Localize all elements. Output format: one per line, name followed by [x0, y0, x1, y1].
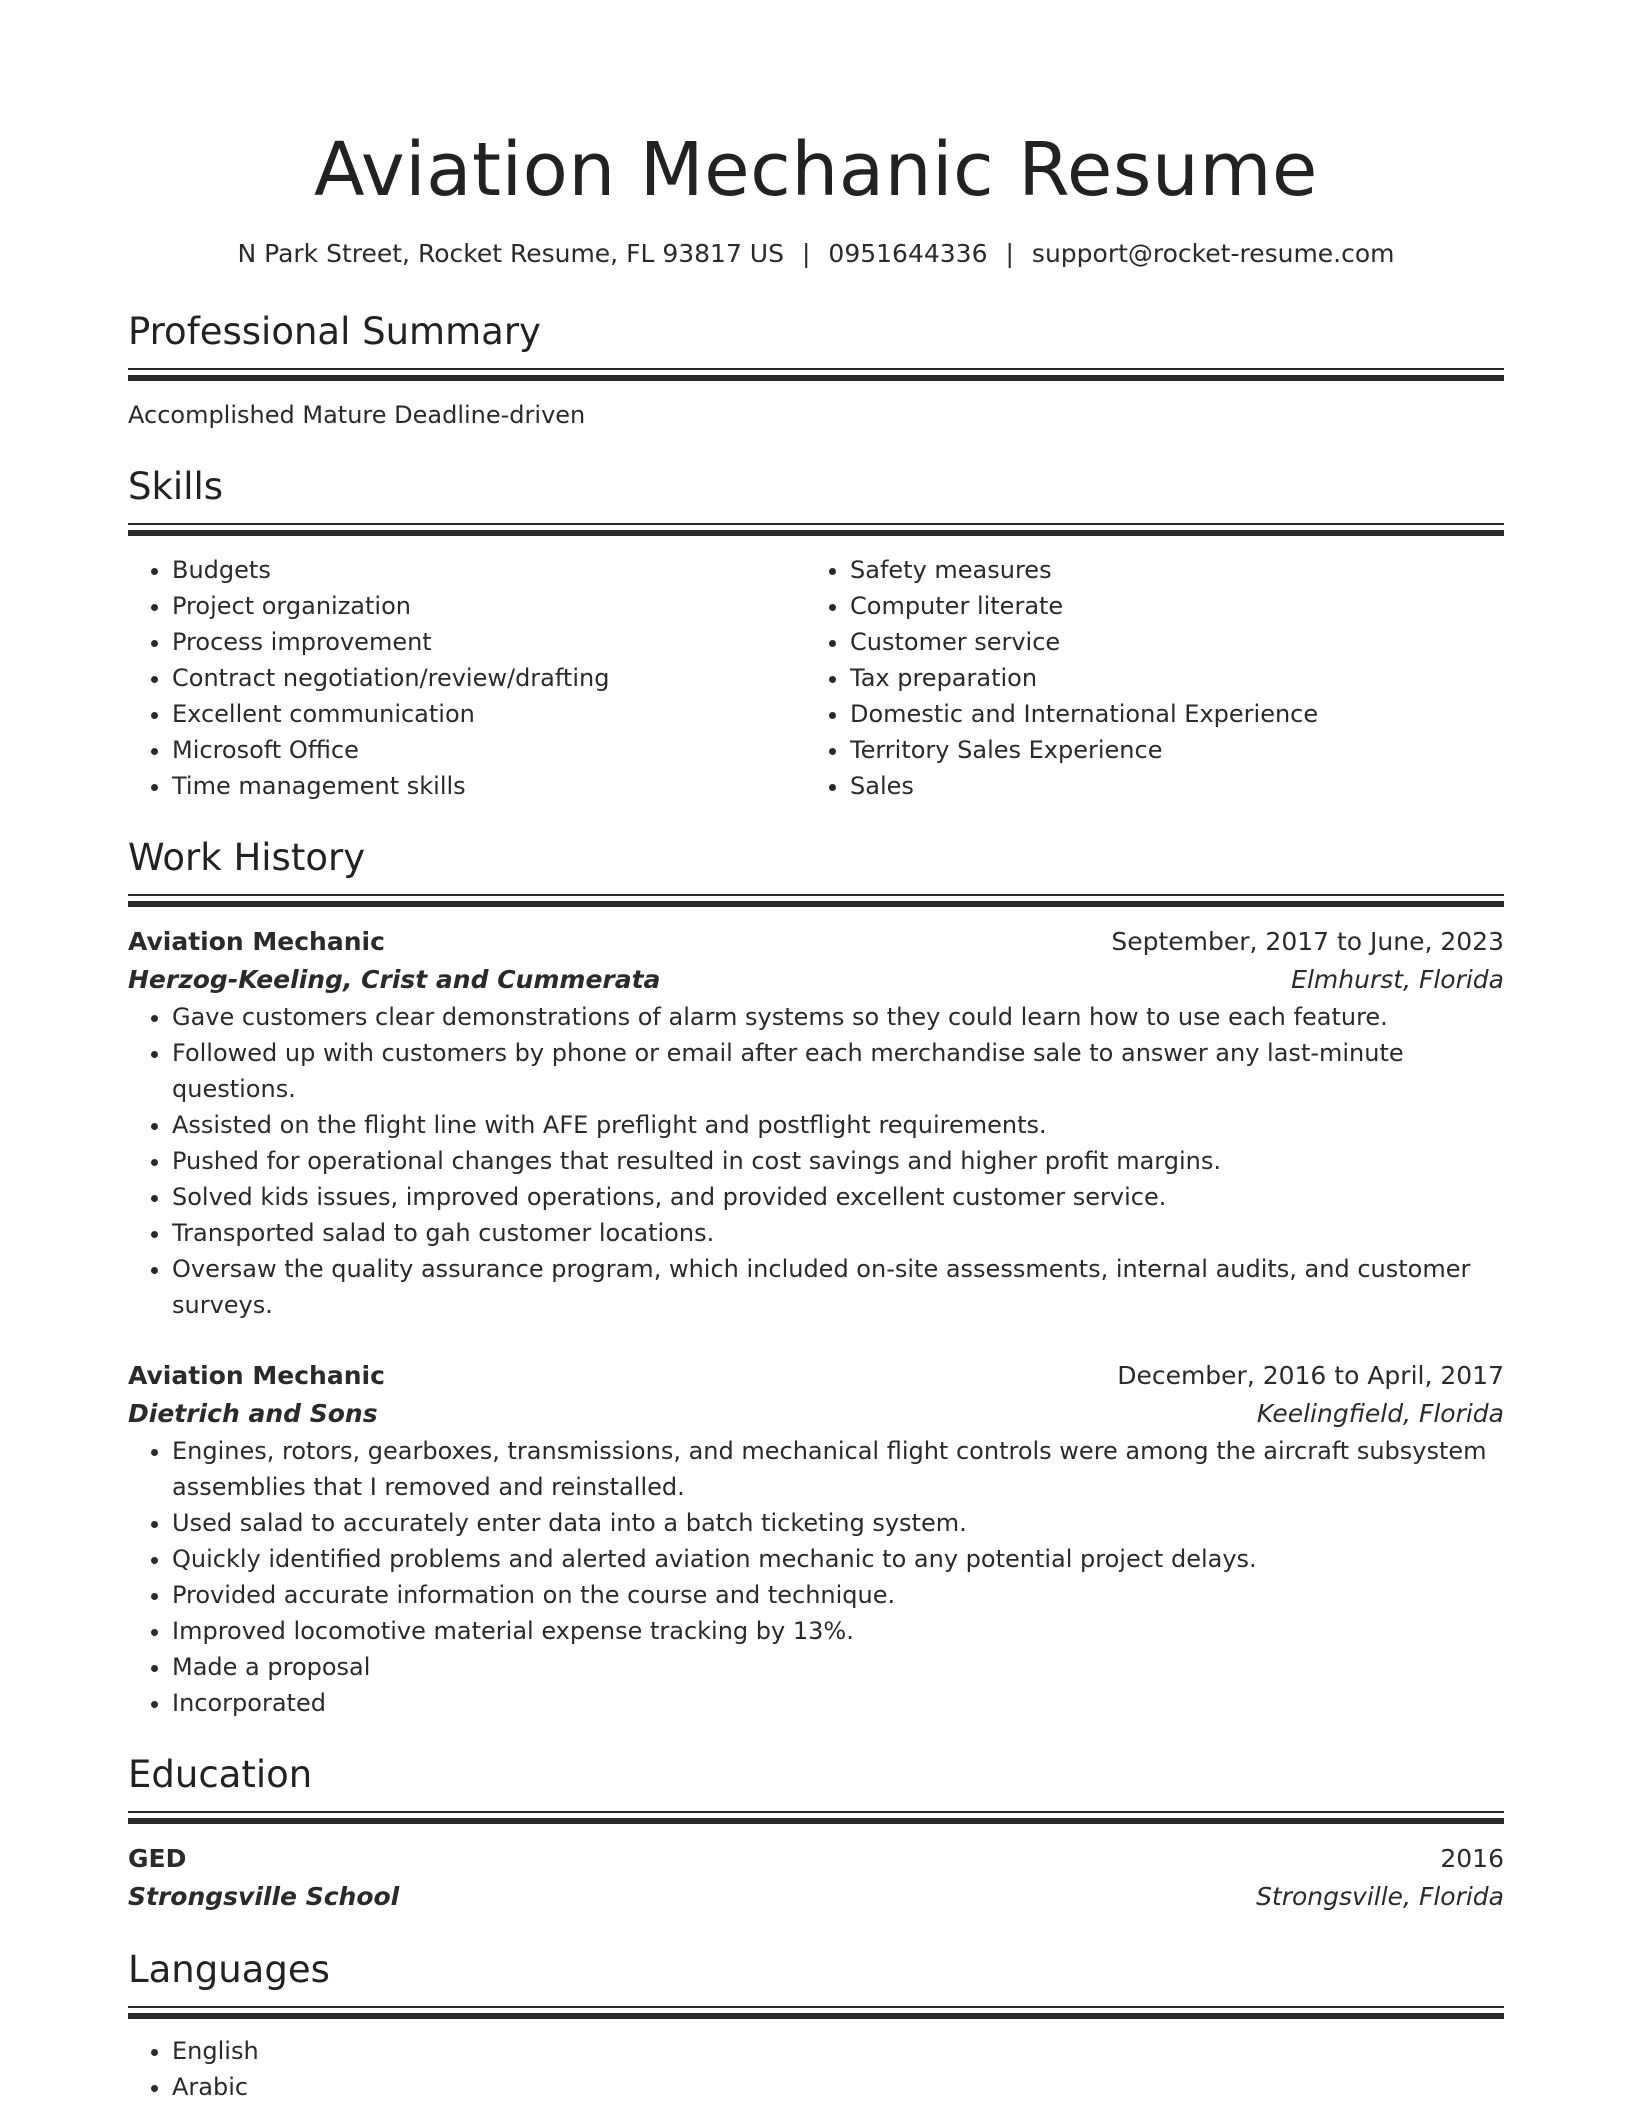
job-title: Aviation Mechanic — [128, 1361, 385, 1390]
section-heading-summary: Professional Summary — [128, 310, 541, 353]
job-entry — [128, 1357, 1504, 1721]
skills-columns — [128, 552, 1504, 804]
job-duty: • Followed up with customers by phone or email after each merchandise sale to answer any last-minute questions. — [172, 1035, 1504, 1107]
skill-item: • Domestic and International Experience — [850, 696, 1484, 732]
job-entry — [128, 923, 1504, 1323]
skills-section — [128, 463, 1504, 804]
education-degree: GED — [128, 1844, 187, 1873]
education-entry — [128, 1840, 1504, 1916]
languages-list — [128, 2033, 1504, 2105]
job-company: Herzog-Keeling, Crist and Cummerata — [128, 965, 661, 994]
section-divider — [128, 368, 1504, 381]
skill-item: • Process improvement — [172, 624, 806, 660]
section-heading-languages: Languages — [128, 1948, 330, 1991]
job-header-row — [128, 1357, 1504, 1395]
education-school: Strongsville School — [128, 1882, 400, 1911]
skill-item: • Project organization — [172, 588, 806, 624]
job-duty: • Used salad to accurately enter data into a batch ticketing system. — [172, 1505, 1504, 1541]
job-duties — [128, 1433, 1504, 1721]
job-company: Dietrich and Sons — [128, 1399, 378, 1428]
section-heading-skills: Skills — [128, 465, 224, 508]
job-duties — [128, 999, 1504, 1323]
skill-item: • Safety measures — [850, 552, 1484, 588]
section-divider — [128, 2006, 1504, 2019]
job-duty: • Incorporated — [172, 1685, 1504, 1721]
summary-text: Accomplished Mature Deadline-driven — [128, 401, 586, 429]
job-duty: • Quickly identified problems and alerted aviation mechanic to any potential project delays. — [172, 1541, 1504, 1577]
summary-section — [128, 308, 1504, 433]
job-dates: September, 2017 to June, 2023 — [1111, 927, 1504, 956]
job-duty: • Assisted on the flight line with AFE preflight and postflight requirements. — [172, 1107, 1504, 1143]
skill-item: • Excellent communication — [172, 696, 806, 732]
contact-separator: | — [801, 239, 811, 268]
job-location: Keelingfield, Florida — [1256, 1399, 1504, 1428]
skill-item: • Budgets — [172, 552, 806, 588]
job-duty: • Solved kids issues, improved operations, and provided excellent customer service. — [172, 1179, 1504, 1215]
skill-item: • Time management skills — [172, 768, 806, 804]
job-location: Elmhurst, Florida — [1291, 965, 1504, 994]
education-section — [128, 1751, 1504, 1916]
education-year: 2016 — [1440, 1844, 1504, 1873]
section-divider — [128, 894, 1504, 907]
contact-address: N Park Street, Rocket Resume, FL 93817 US — [237, 239, 784, 268]
education-school-row — [128, 1878, 1504, 1916]
contact-separator: | — [1005, 239, 1014, 268]
section-heading-work: Work History — [128, 836, 366, 879]
job-title: Aviation Mechanic — [128, 927, 385, 956]
job-duty: • Pushed for operational changes that resulted in cost savings and higher profit margins. — [172, 1143, 1504, 1179]
contact-line — [128, 234, 1504, 274]
education-location: Strongsville, Florida — [1256, 1882, 1504, 1911]
skill-item: • Territory Sales Experience — [850, 732, 1484, 768]
job-dates: December, 2016 to April, 2017 — [1117, 1361, 1504, 1390]
skill-item: • Customer service — [850, 624, 1484, 660]
job-duty: • Provided accurate information on the course and technique. — [172, 1577, 1504, 1613]
contact-email: support@rocket-resume.com — [1031, 239, 1395, 268]
section-divider — [128, 1811, 1504, 1824]
job-duty: • Oversaw the quality assurance program, which included on-site assessments, internal audits, and customer surveys. — [172, 1251, 1504, 1323]
work-section — [128, 834, 1504, 1721]
language-item: • Arabic — [172, 2069, 1504, 2105]
job-duty: • Made a proposal — [172, 1649, 1504, 1685]
languages-section — [128, 1946, 1504, 2105]
section-divider — [128, 523, 1504, 536]
education-header-row — [128, 1840, 1504, 1878]
job-duty: • Improved locomotive material expense tracking by 13%. — [172, 1613, 1504, 1649]
skill-item: • Sales — [850, 768, 1484, 804]
skill-item: • Microsoft Office — [172, 732, 806, 768]
job-duty: • Gave customers clear demonstrations of alarm systems so they could learn how to use each feature. — [172, 999, 1504, 1035]
language-item: • English — [172, 2033, 1504, 2069]
skills-column-right — [806, 552, 1484, 804]
job-company-row — [128, 1395, 1504, 1433]
job-company-row — [128, 961, 1504, 999]
job-duty: • Engines, rotors, gearboxes, transmissions, and mechanical flight controls were among the aircraft subsystem assemblies that I removed and reinstalled. — [172, 1433, 1504, 1505]
resume-page — [128, 0, 1504, 2105]
contact-phone: 0951644336 — [828, 239, 988, 268]
job-header-row — [128, 923, 1504, 961]
skills-column-left — [128, 552, 806, 804]
skill-item: • Tax preparation — [850, 660, 1484, 696]
skill-item: • Contract negotiation/review/drafting — [172, 660, 806, 696]
section-heading-education: Education — [128, 1753, 313, 1796]
resume-title: Aviation Mechanic Resume — [314, 127, 1318, 213]
job-duty: • Transported salad to gah customer locations. — [172, 1215, 1504, 1251]
skill-item: • Computer literate — [850, 588, 1484, 624]
